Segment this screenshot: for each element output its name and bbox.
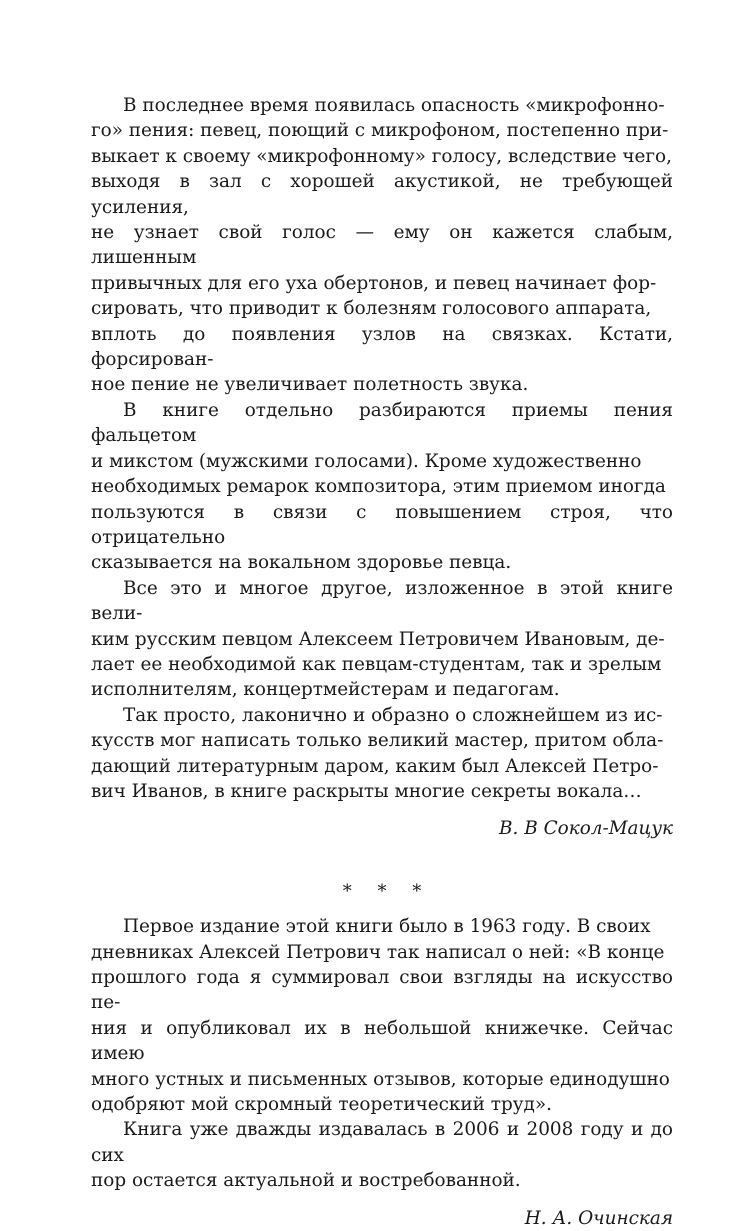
paragraph-falsetto-mixed: В книге отдельно разбираются приемы пения фальцетом и микстом (мужскими голосами). Кроме художественно необходимых ремарок композитора, этим приемом иногда пользуются в связи с повышением строя, что отрицательно сказывается на вокальном здоровье певца. bbox=[91, 399, 673, 574]
signature-sokol-matsuk: В. В Сокол-Мацук bbox=[499, 818, 673, 840]
page-content bbox=[91, 93, 673, 1231]
signature-ochinskaya: Н. А. Очинская bbox=[524, 1207, 673, 1229]
paragraph-book-importance: Все это и многое другое, изложенное в этой книге вели- ким русским певцом Алексеем Петровичем Ивановым, де- лает ее необходимой как певцам-студентам, так и зрелым исполнителям, концертмейстерам и педагогам. bbox=[91, 577, 673, 701]
foreword-section bbox=[91, 93, 673, 842]
paragraph-microphone-singing: В последнее время появилась опасность «микрофонно- го» пения: певец, поющий с микрофоном, постепенно при- выкает к своему «микрофонному» голосу, вследствие чего, выходя в зал с хорошей акустикой, не требующей усиления, не узнает свой голос — ему он кажется слабым, лишенным привычных для его уха обертонов, и певец начинает фор- сировать, что приводит к болезням голосового аппарата, вплоть до появления узлов на связках. Кстати, форсирован- ное пение не увеличивает полетность звука. bbox=[91, 95, 673, 396]
paragraph-first-edition: Первое издание этой книги было в 1963 году. В своих дневниках Алексей Петрович так написал о ней: «В конце прошлого года я суммировал свои взгляды на искусство пе- ния и опубликовал их в небольшой книжечке. Сейчас имею много устных и письменных отзывов, которые единодушно одобряют мой скромный теоретический труд». bbox=[91, 916, 673, 1116]
edition-history-section bbox=[91, 914, 673, 1231]
section-separator: * * * bbox=[342, 880, 432, 902]
paragraph-reprints: Книга уже дважды издавалась в 2006 и 2008 году и до сих пор остается актуальной и востребованной. bbox=[91, 1119, 673, 1192]
paragraph-great-master: Так просто, лаконично и образно о сложнейшем из ис- кусств мог написать только великий мастер, притом обла- дающий литературным даром, каким был Алексей Петро- вич Иванов, в книге раскрыты многие секреты вокала… bbox=[91, 704, 664, 802]
